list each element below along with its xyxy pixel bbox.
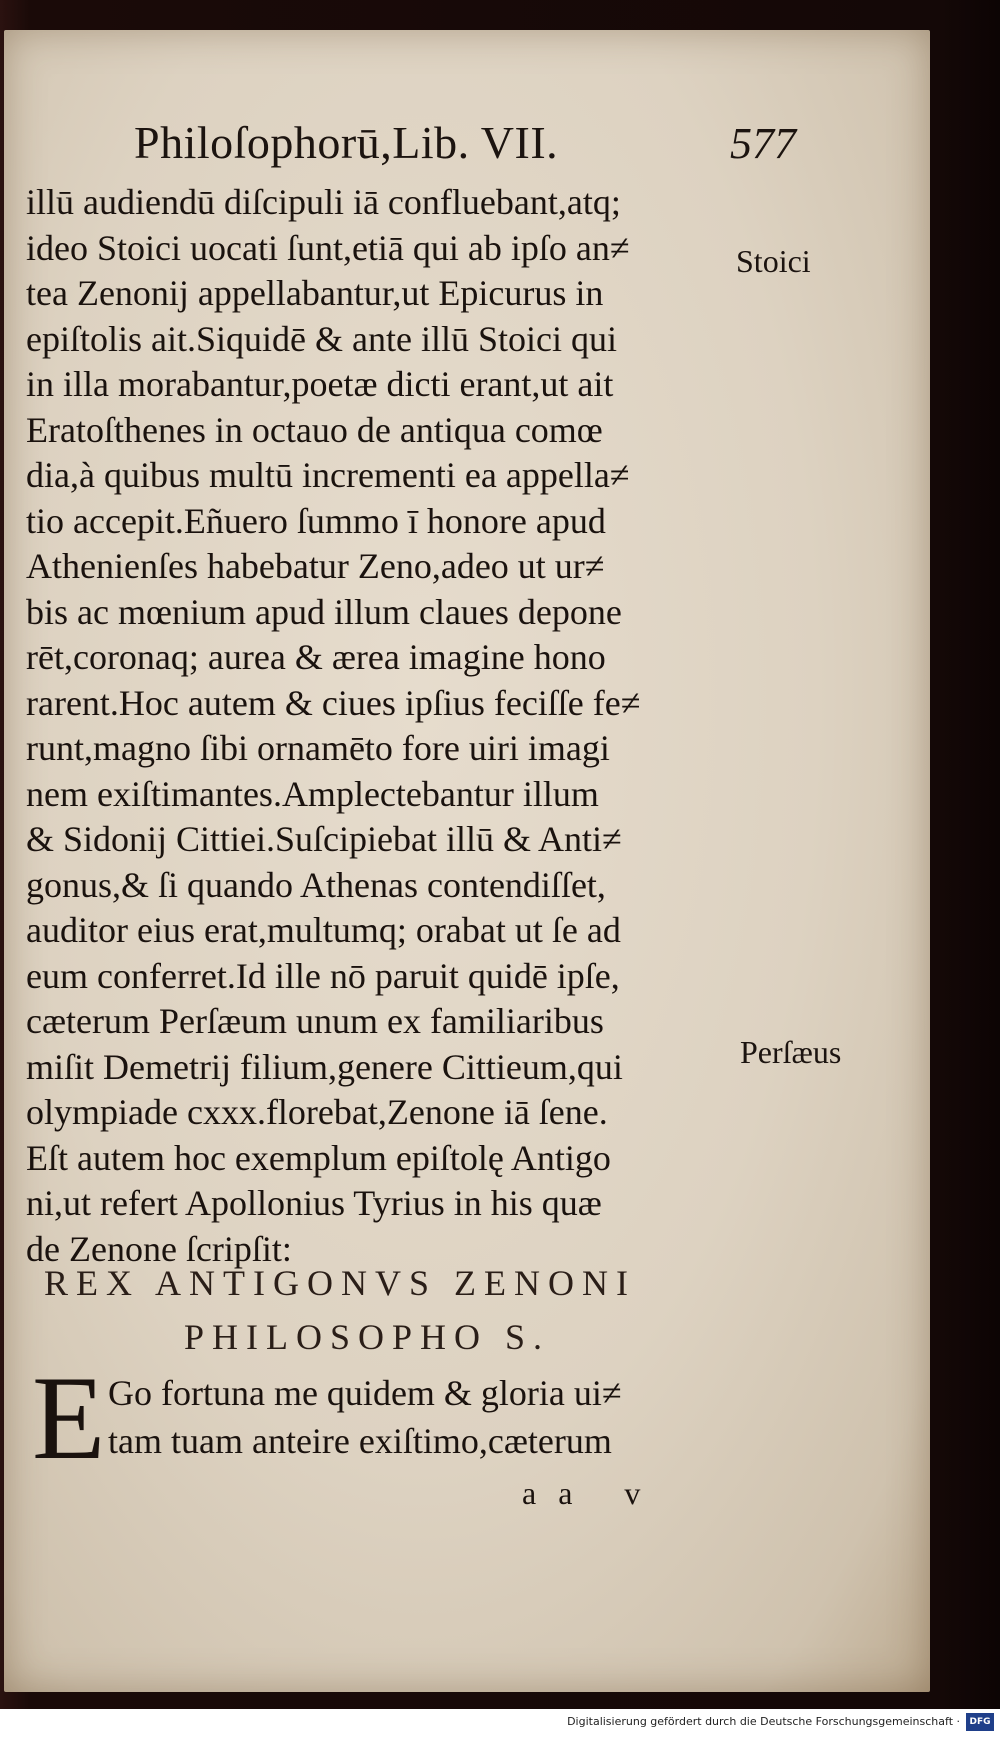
dfg-logo-icon: DFG xyxy=(966,1713,994,1731)
credit-text: Digitalisierung gefördert durch die Deutsche Forschungsgemeinschaft · xyxy=(567,1715,960,1728)
text-line: epiſtolis ait.Siquidē & ante illū Stoici qui xyxy=(26,318,617,359)
text-line: tea Zenonij appellabantur,ut Epicurus in xyxy=(26,273,604,313)
body-text xyxy=(26,180,740,1272)
text-line: in illa morabantur,poetæ dicti erant,ut ait xyxy=(26,364,614,404)
book-page xyxy=(4,30,930,1692)
marginal-note-persaeus: Perſæus xyxy=(740,1034,842,1070)
signature-mark: aa v xyxy=(522,1475,663,1511)
text-line: de Zenone ſcripſit: xyxy=(26,1228,292,1269)
text-line: nem exiſtimantes.Amplectebantur illum xyxy=(26,773,599,814)
page-number: 577 xyxy=(730,119,796,168)
text-line: cæterum Perſæum unum ex familiaribus xyxy=(26,1001,604,1041)
text-line: rarent.Hoc autem & ciues ipſius feciſſe fe≠ xyxy=(26,682,641,723)
digitization-credit-bar xyxy=(0,1709,1000,1737)
text-line: ideo Stoici uocati ſunt,etiā qui ab ipſo an≠ xyxy=(26,227,630,268)
text-line: miſit Demetrij filium,genere Cittieum,qui xyxy=(26,1046,623,1087)
text-line: gonus,& ſi quando Athenas contendiſſet, xyxy=(26,864,606,905)
text-line: Eratoſthenes in octauo de antiqua comœ xyxy=(26,409,603,450)
text-line: bis ac mœnium apud illum claues depone xyxy=(26,591,622,632)
text-line: tio accepit.Eñuero ſummo ī honore apud xyxy=(26,500,606,541)
text-line: Athenienſes habebatur Zeno,adeo ut ur≠ xyxy=(26,546,605,586)
text-line: rēt,coronaq; aurea & ærea imagine hono xyxy=(26,637,606,677)
running-head: Philoſophorū,Lib. VII. xyxy=(134,117,559,168)
text-line: dia,à quibus multū incrementi ea appella≠ xyxy=(26,455,630,495)
text-line: runt,magno ſibi ornamēto fore uiri imagi xyxy=(26,728,610,768)
drop-capital: E xyxy=(32,1351,106,1484)
text-line: auditor eius erat,multumq; orabat ut ſe ad xyxy=(26,910,621,950)
text-line: eum conferret.Id ille nō paruit quidē ipſe, xyxy=(26,955,620,996)
text-line: illū audiendū diſcipuli iā confluebant,atq; xyxy=(26,182,621,222)
letter-heading-line: REX ANTIGONVS ZENONI xyxy=(44,1263,636,1303)
text-line: & Sidonij Cittiei.Suſcipiebat illū & Anti≠ xyxy=(26,819,622,859)
text-line: tam tuam anteire exiſtimo,cæterum xyxy=(108,1421,612,1461)
marginal-note-stoici: Stoici xyxy=(736,243,811,279)
text-line: Eſt autem hoc exemplum epiſtolę Antigo xyxy=(26,1137,611,1178)
text-line: olympiade cxxx.florebat,Zenone iā ſene. xyxy=(26,1092,608,1132)
letter-heading-line: PHILOSOPHO S. xyxy=(184,1317,551,1357)
text-line: ni,ut refert Apollonius Tyrius in his quæ xyxy=(26,1183,602,1223)
text-line: Go fortuna me quidem & gloria ui≠ xyxy=(108,1373,622,1413)
